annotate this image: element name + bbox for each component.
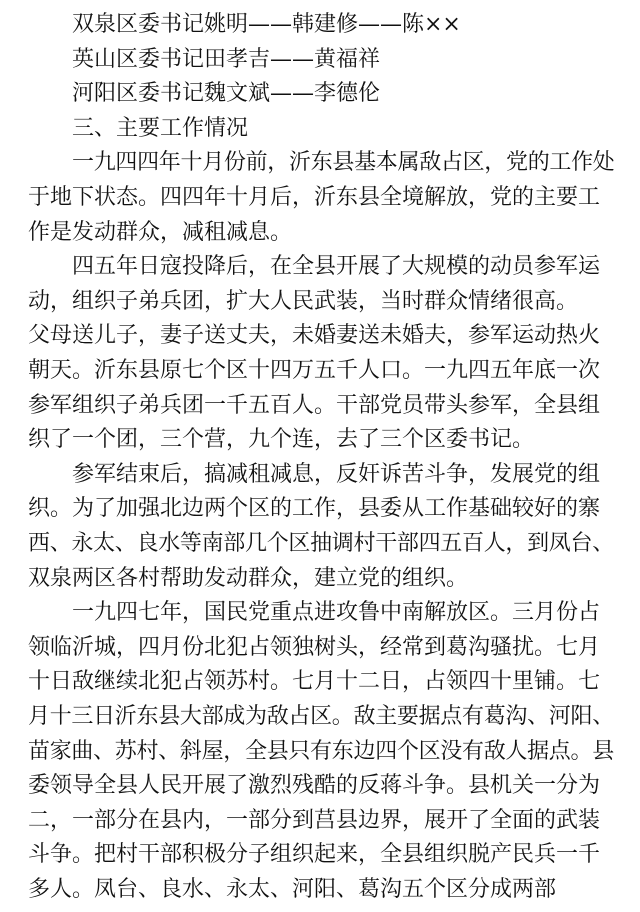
text-line: 二，一部分在县内，一部分到莒县边界，展开了全面的武装 bbox=[28, 807, 601, 833]
text-line: 多人。凤台、良水、永太、河阳、葛沟五个区分成两部 bbox=[28, 877, 557, 902]
text-line: 斗争。把村干部积极分子组织起来，全县组织脱产民兵一千 bbox=[28, 842, 601, 868]
text-line: 领临沂城，四月份北犯占领独树头，经常到葛沟骚扰。七月 bbox=[28, 634, 601, 660]
text-line: 双泉两区各村帮助发动群众，建立党的组织。 bbox=[28, 565, 469, 591]
section-heading: 三、主要工作情况 bbox=[72, 115, 249, 141]
text-line: 委领导全县人民开展了激烈残酷的反蒋斗争。县机关一分为 bbox=[28, 773, 601, 799]
text-line: 一九四七年，国民党重点进攻鲁中南解放区。三月份占 bbox=[72, 600, 601, 626]
text-line: 西、永太、良水等南部几个区抽调村干部四五百人，到凤台、 bbox=[28, 531, 614, 556]
text-line: 四五年日寇投降后，在全县开展了大规模的动员参军运 bbox=[72, 254, 601, 280]
text-line: 织了一个团，三个营，九个连，去了三个区委书记。 bbox=[28, 427, 535, 453]
text-line: 于地下状态。四四年十月后，沂东县全境解放，党的主要工 bbox=[28, 185, 601, 210]
text-line: 织。为了加强北边两个区的工作，县委从工作基础较好的寨 bbox=[28, 496, 601, 522]
text-line: 参军组织子弟兵团一千五百人。干部党员带头参军，全县组 bbox=[28, 392, 601, 418]
text-line: 动，组织子弟兵团，扩大人民武装，当时群众情绪很高。 bbox=[28, 288, 579, 314]
text-line: 朝天。沂东县原七个区十四万五千人口。一九四五年底一次 bbox=[28, 358, 601, 383]
text-line: 苗家曲、苏村、斜屋，全县只有东边四个区没有敌人据点。县 bbox=[28, 738, 614, 764]
text-line: 十日敌继续北犯占领苏村。七月十二日，占领四十里铺。七 bbox=[28, 669, 601, 695]
text-line: 双泉区委书记姚明——韩建修——陈×× bbox=[72, 12, 461, 37]
text-line: 参军结束后，搞减租减息，反奸诉苦斗争，发展党的组 bbox=[72, 461, 601, 487]
text-line: 河阳区委书记魏文斌——李德伦 bbox=[72, 81, 381, 107]
text-line: 父母送儿子，妻子送丈夫，未婚妻送未婚夫，参军运动热火 bbox=[28, 323, 601, 349]
text-line: 作是发动群众，减租减息。 bbox=[28, 219, 293, 245]
text-line: 月十三日沂东县大部成为敌占区。敌主要据点有葛沟、河阳、 bbox=[28, 704, 614, 729]
text-line: 一九四四年十月份前，沂东县基本属敌占区，党的工作处 bbox=[72, 150, 615, 176]
text-line: 英山区委书记田孝吉——黄福祥 bbox=[72, 46, 381, 72]
